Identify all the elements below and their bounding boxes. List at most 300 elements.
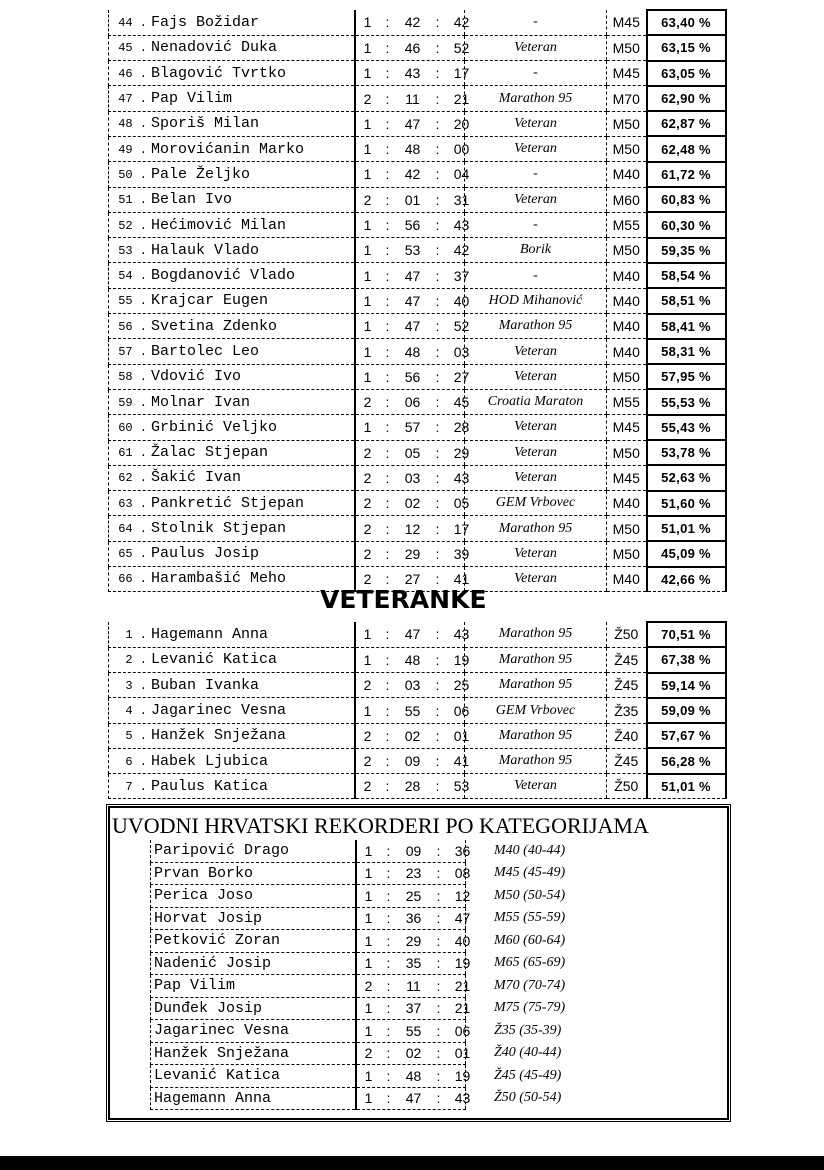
time-seconds: 00 [453, 141, 470, 158]
time-hours: 1 [363, 368, 372, 385]
rank-value: 57 [118, 345, 133, 359]
time-seconds: 31 [453, 191, 470, 208]
time-separator: : [435, 545, 440, 562]
time-seconds: 25 [453, 677, 470, 694]
time-hours: 2 [364, 1045, 373, 1062]
competitor-cell [109, 339, 355, 364]
time-seconds: 27 [453, 368, 470, 385]
age-graded-percent: 57,67 % [647, 723, 726, 748]
time-hours: 1 [364, 1067, 373, 1084]
record-category: M70 (70-74) [466, 975, 606, 998]
time-minutes: 37 [405, 1000, 422, 1017]
time-separator: : [385, 419, 390, 436]
result-time [355, 673, 470, 698]
competitor-name: Sporiš Milan [151, 115, 260, 133]
rank-number: 47 . [118, 92, 147, 107]
club-name: - [465, 61, 607, 86]
club-name: Marathon 95 [465, 314, 607, 339]
time-seconds: 37 [453, 267, 470, 284]
time-hours: 1 [364, 842, 373, 859]
competitor-name: Halauk Vlado [151, 241, 260, 259]
time-separator: : [436, 842, 441, 859]
result-time [355, 389, 470, 414]
record-category: M75 (75-79) [466, 997, 606, 1020]
age-category: M40 [607, 339, 647, 364]
time-separator: : [435, 727, 440, 744]
time-minutes: 42 [404, 166, 421, 183]
time-hours: 1 [363, 39, 372, 56]
result-time [355, 314, 470, 339]
competitor-name: Vdović Ivo [151, 368, 242, 386]
rank-value: 55 [118, 294, 133, 309]
club-name: Veteran [465, 339, 607, 364]
time-seconds: 42 [453, 242, 470, 259]
rank-value: 62 [118, 471, 133, 486]
result-row [109, 440, 726, 465]
club-name: Marathon 95 [465, 86, 607, 111]
age-graded-percent: 53,78 % [647, 440, 726, 465]
time-seconds: 03 [453, 343, 470, 360]
rank-value: 59 [118, 395, 133, 410]
age-graded-percent: 52,63 % [647, 465, 726, 490]
club-name: Marathon 95 [465, 723, 607, 748]
result-row [109, 136, 726, 161]
time-hours: 1 [364, 865, 373, 882]
time-seconds: 01 [454, 1045, 471, 1062]
competitor-cell [109, 673, 355, 698]
result-time [355, 698, 470, 723]
result-time [355, 622, 470, 647]
time-separator: : [385, 217, 390, 234]
time-separator: : [385, 14, 390, 31]
time-minutes: 09 [404, 753, 421, 770]
time-separator: : [385, 343, 390, 360]
time-hours: 1 [363, 267, 372, 284]
result-time [356, 997, 471, 1020]
competitor-name: Pankretić Stjepan [151, 494, 305, 512]
time-minutes: 25 [405, 887, 422, 904]
time-seconds: 05 [453, 495, 470, 512]
time-minutes: 02 [405, 1045, 422, 1062]
age-graded-percent: 60,30 % [647, 212, 726, 237]
time-seconds: 43 [454, 1090, 471, 1107]
rank-value: 45 [118, 41, 133, 56]
rank-number: 46 . [118, 66, 147, 81]
time-minutes: 56 [404, 217, 421, 234]
competitor-name: Paulus Katica [151, 777, 269, 795]
club-name: Veteran [465, 187, 607, 212]
record-category: Ž35 (35-39) [466, 1020, 606, 1043]
result-time [356, 1087, 471, 1110]
rank-value: 48 [118, 117, 133, 132]
record-category: M40 (40-44) [466, 840, 606, 862]
rank-value: 47 [118, 92, 133, 107]
competitor-cell [109, 263, 355, 288]
age-category: M40 [607, 314, 647, 339]
result-time [356, 1042, 471, 1065]
competitor-cell [109, 567, 355, 592]
record-category: M55 (55-59) [466, 907, 606, 930]
result-time [356, 1020, 471, 1043]
time-hours: 1 [363, 343, 372, 360]
time-minutes: 09 [405, 842, 422, 859]
time-hours: 1 [364, 1090, 373, 1107]
record-row [151, 975, 606, 998]
rank-value: 61 [118, 446, 133, 461]
competitor-cell [109, 35, 355, 60]
rank-number: 53 . [118, 243, 147, 258]
competitor-cell [109, 314, 355, 339]
age-category: M40 [607, 288, 647, 313]
rank-value: 4 [125, 704, 133, 719]
age-graded-percent: 58,31 % [647, 339, 726, 364]
time-minutes: 01 [404, 191, 421, 208]
time-separator: : [435, 292, 440, 309]
time-hours: 2 [363, 727, 372, 744]
time-separator: : [435, 318, 440, 335]
rank-value: 3 [125, 678, 133, 693]
rank-number: 1 . [125, 627, 147, 642]
rank-number: 44 . [118, 15, 147, 30]
competitor-name: Grbinić Veljko [151, 418, 278, 436]
men-results-table [108, 9, 727, 592]
result-time [355, 647, 470, 672]
result-time [355, 541, 470, 566]
club-name: Marathon 95 [465, 516, 607, 541]
record-holder-name: Hagemann Anna [151, 1087, 356, 1110]
competitor-cell [109, 238, 355, 263]
time-separator: : [385, 115, 390, 132]
result-row [109, 162, 726, 187]
result-time [355, 111, 470, 136]
time-minutes: 03 [404, 469, 421, 486]
result-row [109, 364, 726, 389]
result-row [109, 647, 726, 672]
time-minutes: 46 [404, 39, 421, 56]
time-hours: 1 [363, 702, 372, 719]
record-row [151, 885, 606, 908]
age-category: M50 [607, 516, 647, 541]
time-separator: : [385, 166, 390, 183]
age-category: M40 [607, 491, 647, 516]
competitor-name: Hećimović Milan [151, 216, 287, 234]
rank-number: 45 . [118, 41, 147, 56]
time-separator: : [435, 677, 440, 694]
time-minutes: 35 [405, 955, 422, 972]
time-minutes: 03 [404, 677, 421, 694]
record-category: Ž50 (50-54) [466, 1087, 606, 1110]
age-category: M50 [607, 111, 647, 136]
record-row [151, 1087, 606, 1110]
time-seconds: 01 [453, 727, 470, 744]
time-separator: : [435, 14, 440, 31]
result-row [109, 339, 726, 364]
time-seconds: 08 [454, 865, 471, 882]
time-hours: 1 [363, 166, 372, 183]
time-minutes: 23 [405, 865, 422, 882]
rank-number: 49 . [118, 142, 147, 157]
age-graded-percent: 51,60 % [647, 491, 726, 516]
competitor-name: Molnar Ivan [151, 393, 251, 411]
rank-number: 58 . [118, 370, 147, 385]
rank-value: 60 [118, 420, 133, 435]
time-separator: : [436, 1090, 441, 1107]
age-category: M55 [607, 389, 647, 414]
result-time [355, 86, 470, 111]
time-hours: 1 [363, 14, 372, 31]
competitor-name: Žalac Stjepan [151, 444, 269, 462]
rank-value: 51 [118, 193, 133, 208]
time-separator: : [436, 977, 441, 994]
record-holder-name: Levanić Katica [151, 1065, 356, 1088]
time-separator: : [435, 39, 440, 56]
result-time [356, 952, 471, 975]
age-category: M45 [607, 415, 647, 440]
club-name: - [465, 263, 607, 288]
competitor-cell [109, 86, 355, 111]
time-seconds: 19 [453, 651, 470, 668]
time-minutes: 02 [404, 495, 421, 512]
records-table [150, 840, 606, 1110]
time-seconds: 06 [453, 702, 470, 719]
rank-number: 51 . [118, 193, 147, 208]
time-hours: 2 [363, 778, 372, 795]
age-graded-percent: 63,15 % [647, 35, 726, 60]
competitor-name: Stolnik Stjepan [151, 520, 287, 538]
time-separator: : [385, 191, 390, 208]
rank-value: 50 [118, 167, 133, 182]
time-separator: : [435, 191, 440, 208]
record-row [151, 997, 606, 1020]
result-time [355, 364, 470, 389]
result-time [355, 187, 470, 212]
time-separator: : [436, 1022, 441, 1039]
time-separator: : [386, 887, 391, 904]
club-name: - [465, 162, 607, 187]
competitor-cell [109, 541, 355, 566]
time-hours: 1 [364, 932, 373, 949]
time-seconds: 52 [453, 39, 470, 56]
time-separator: : [435, 778, 440, 795]
result-row [109, 288, 726, 313]
time-minutes: 29 [405, 932, 422, 949]
result-row [109, 187, 726, 212]
result-time [355, 339, 470, 364]
age-category: M45 [607, 465, 647, 490]
rank-number: 6 . [125, 754, 147, 769]
time-hours: 1 [363, 318, 372, 335]
record-category: M60 (60-64) [466, 930, 606, 953]
competitor-name: Hanžek Snježana [151, 727, 287, 745]
time-separator: : [385, 778, 390, 795]
time-separator: : [435, 166, 440, 183]
time-separator: : [435, 65, 440, 82]
rank-number: 56 . [118, 319, 147, 334]
record-holder-name: Paripović Drago [151, 840, 356, 862]
record-row [151, 907, 606, 930]
women-section-heading: VETERANKE [320, 585, 487, 614]
age-category: M50 [607, 364, 647, 389]
time-seconds: 06 [454, 1022, 471, 1039]
age-graded-percent: 60,83 % [647, 187, 726, 212]
result-time [355, 238, 470, 263]
rank-value: 58 [118, 370, 133, 385]
age-graded-percent: 57,95 % [647, 364, 726, 389]
record-category: Ž45 (45-49) [466, 1065, 606, 1088]
time-separator: : [436, 932, 441, 949]
age-graded-percent: 55,53 % [647, 389, 726, 414]
record-row [151, 952, 606, 975]
time-separator: : [435, 419, 440, 436]
time-seconds: 43 [453, 469, 470, 486]
time-seconds: 42 [453, 14, 470, 31]
record-holder-name: Perica Joso [151, 885, 356, 908]
time-separator: : [436, 887, 441, 904]
time-hours: 1 [364, 887, 373, 904]
time-minutes: 36 [405, 910, 422, 927]
result-time [355, 748, 470, 773]
age-category: M50 [607, 238, 647, 263]
club-name: Borik [465, 238, 607, 263]
time-separator: : [435, 626, 440, 643]
time-minutes: 47 [405, 1090, 422, 1107]
rank-number: 63 . [118, 496, 147, 511]
club-name: - [465, 212, 607, 237]
rank-number: 3 . [125, 678, 147, 693]
result-time [356, 930, 471, 953]
competitor-cell [109, 389, 355, 414]
time-minutes: 47 [404, 318, 421, 335]
time-separator: : [386, 865, 391, 882]
rank-value: 56 [118, 319, 133, 334]
time-minutes: 53 [404, 242, 421, 259]
time-minutes: 05 [404, 444, 421, 461]
age-category: M50 [607, 35, 647, 60]
club-name: Veteran [465, 136, 607, 161]
club-name: Marathon 95 [465, 673, 607, 698]
time-separator: : [435, 702, 440, 719]
club-name: Croatia Maraton [465, 389, 607, 414]
time-separator: : [386, 1067, 391, 1084]
age-category: M45 [607, 61, 647, 86]
club-name: Veteran [465, 567, 607, 592]
age-graded-percent: 59,09 % [647, 698, 726, 723]
competitor-name: Paulus Josip [151, 545, 260, 563]
age-category: M50 [607, 136, 647, 161]
club-name: Veteran [465, 465, 607, 490]
result-time [355, 35, 470, 60]
result-time [355, 723, 470, 748]
time-minutes: 12 [404, 520, 421, 537]
result-time [355, 516, 470, 541]
age-graded-percent: 51,01 % [647, 516, 726, 541]
time-seconds: 21 [453, 90, 470, 107]
time-minutes: 47 [404, 267, 421, 284]
record-holder-name: Horvat Josip [151, 907, 356, 930]
age-category: M60 [607, 187, 647, 212]
competitor-name: Pale Željko [151, 165, 251, 183]
rank-number: 4 . [125, 704, 147, 719]
competitor-name: Harambašić Meho [151, 570, 287, 588]
page-bottom-bar [0, 1156, 824, 1170]
result-row [109, 415, 726, 440]
club-name: Marathon 95 [465, 622, 607, 647]
competitor-name: Šakić Ivan [151, 469, 242, 487]
age-graded-percent: 45,09 % [647, 541, 726, 566]
time-seconds: 19 [454, 1067, 471, 1084]
result-time [356, 840, 471, 862]
competitor-cell [109, 10, 355, 35]
club-name: Veteran [465, 35, 607, 60]
record-category: M45 (45-49) [466, 862, 606, 885]
age-category: Ž45 [607, 748, 647, 773]
time-separator: : [435, 90, 440, 107]
rank-value: 46 [118, 66, 133, 81]
competitor-cell [109, 748, 355, 773]
club-name: Marathon 95 [465, 748, 607, 773]
club-name: GEM Vrbovec [465, 491, 607, 516]
time-hours: 1 [363, 651, 372, 668]
time-seconds: 45 [453, 394, 470, 411]
rank-value: 54 [118, 269, 133, 284]
age-graded-percent: 42,66 % [647, 567, 726, 592]
result-row [109, 698, 726, 723]
time-minutes: 48 [404, 141, 421, 158]
age-graded-percent: 59,14 % [647, 673, 726, 698]
records-title: UVODNI HRVATSKI REKORDERI PO KATEGORIJAMA [112, 813, 649, 838]
result-time [355, 288, 470, 313]
time-separator: : [385, 727, 390, 744]
time-separator: : [436, 1000, 441, 1017]
competitor-cell [109, 61, 355, 86]
competitor-cell [109, 698, 355, 723]
time-seconds: 53 [453, 778, 470, 795]
rank-number: 5 . [125, 729, 147, 744]
records-box [108, 806, 729, 1120]
result-row [109, 723, 726, 748]
competitor-cell [109, 136, 355, 161]
time-separator: : [385, 651, 390, 668]
age-graded-percent: 67,38 % [647, 647, 726, 672]
club-name: Veteran [465, 364, 607, 389]
result-time [356, 907, 471, 930]
age-graded-percent: 51,01 % [647, 774, 726, 799]
age-graded-percent: 59,35 % [647, 238, 726, 263]
club-name: Veteran [465, 774, 607, 799]
rank-number: 54 . [118, 269, 147, 284]
competitor-cell [109, 516, 355, 541]
time-seconds: 17 [453, 520, 470, 537]
time-separator: : [436, 1045, 441, 1062]
time-separator: : [385, 753, 390, 770]
competitor-cell [109, 723, 355, 748]
rank-value: 1 [125, 627, 133, 642]
result-row [109, 491, 726, 516]
age-category: Ž40 [607, 723, 647, 748]
time-minutes: 48 [405, 1067, 422, 1084]
result-row [109, 774, 726, 799]
time-hours: 2 [364, 977, 373, 994]
competitor-name: Habek Ljubica [151, 752, 269, 770]
age-graded-percent: 63,05 % [647, 61, 726, 86]
time-hours: 1 [363, 141, 372, 158]
competitor-cell [109, 364, 355, 389]
rank-value: 2 [125, 653, 133, 668]
age-category: M40 [607, 567, 647, 592]
competitor-name: Morovićanin Marko [151, 140, 305, 158]
competitor-cell [109, 111, 355, 136]
rank-number: 64 . [118, 522, 147, 537]
